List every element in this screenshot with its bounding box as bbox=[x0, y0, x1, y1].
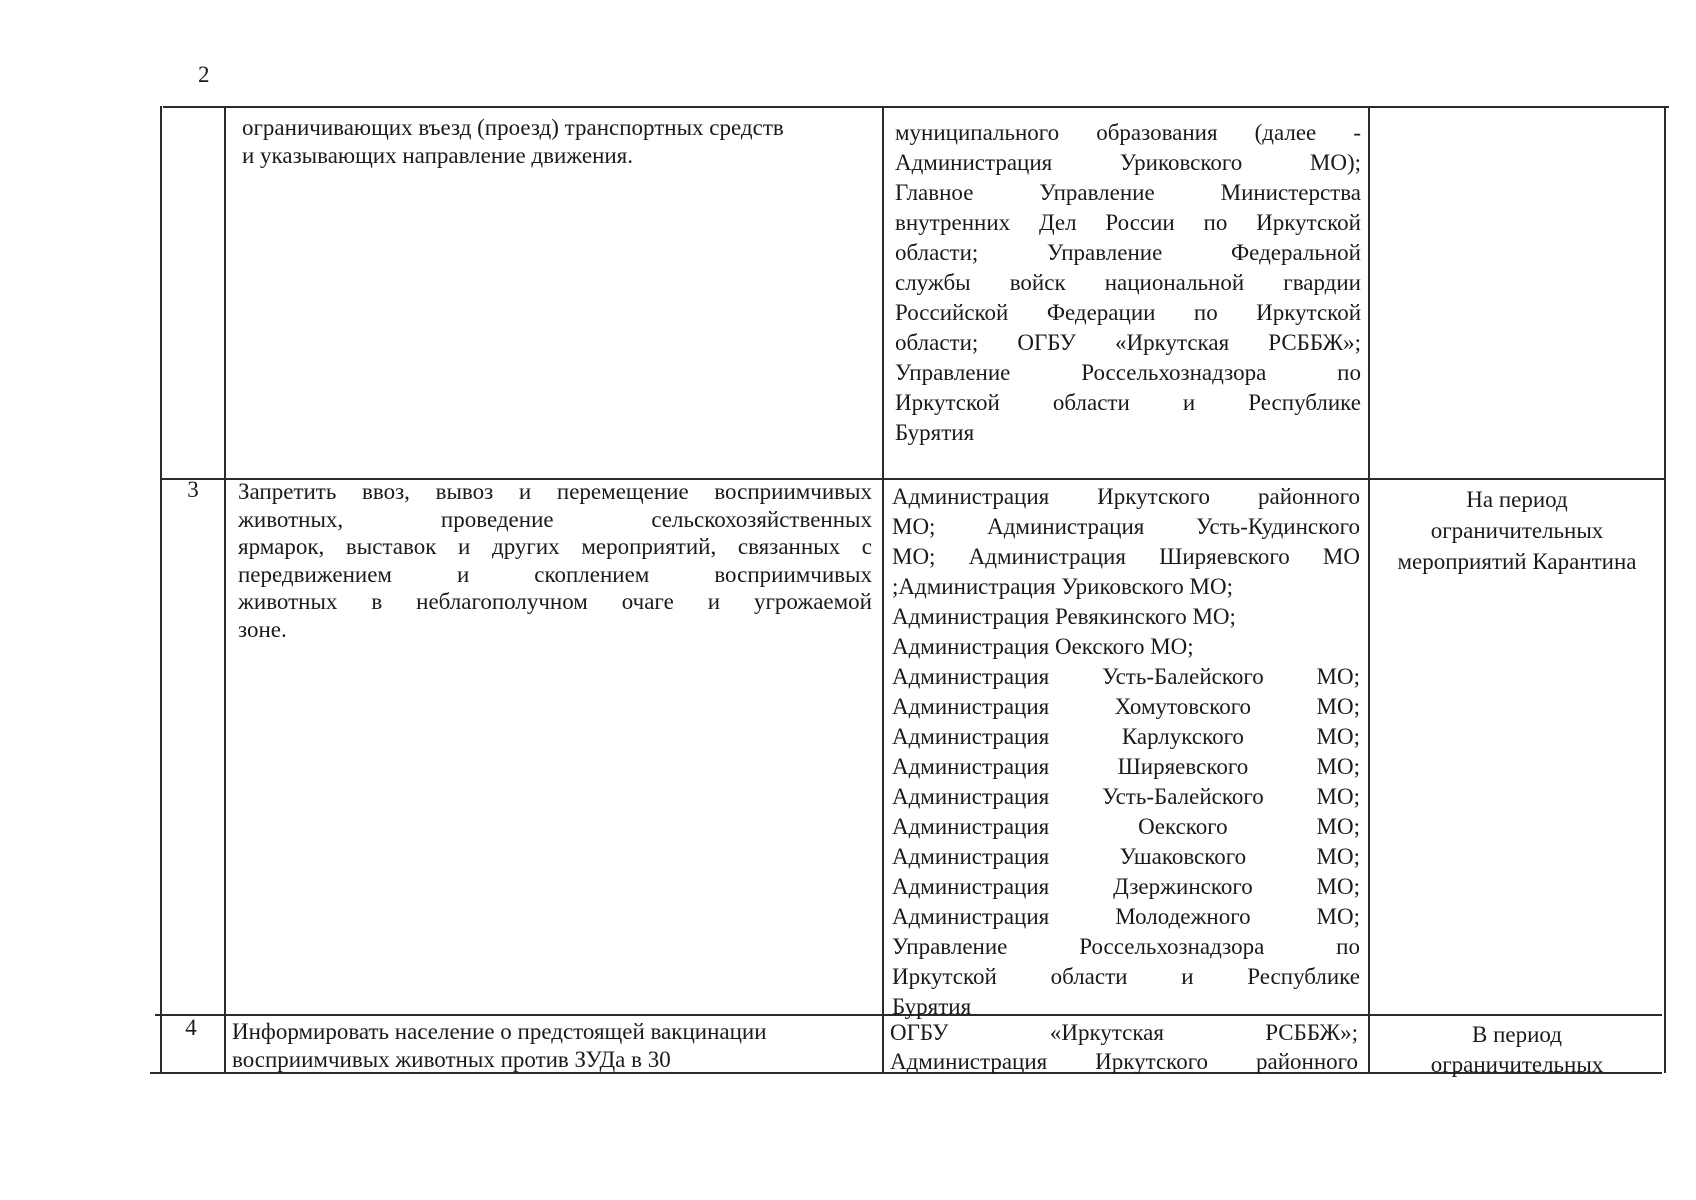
text-line: Администрация Усть-Балейского МО; bbox=[892, 664, 1360, 689]
text-line: ограничительных bbox=[1430, 518, 1604, 543]
text-line: Администрация Карлукского МО; bbox=[892, 724, 1360, 749]
action-cell bbox=[242, 114, 872, 169]
text-line: Администрация Оекского МО; bbox=[892, 814, 1360, 839]
text-line: ограничительных bbox=[1430, 1052, 1604, 1077]
text-line: Запретить ввоз, вывоз и перемещение восприимчивых bbox=[238, 479, 872, 504]
action-cell bbox=[238, 478, 872, 643]
text-line: Бурятия bbox=[895, 420, 975, 445]
text-line: ОГБУ «Иркутская РСББЖ»; bbox=[890, 1020, 1358, 1045]
column-divider bbox=[224, 106, 226, 1073]
text-line: Иркутской области и Республике bbox=[892, 964, 1360, 989]
text-line: Управление Россельхознадзора по bbox=[895, 360, 1361, 385]
text-line: Администрация Ревякинского МО; bbox=[892, 604, 1236, 629]
text-line: Бурятия bbox=[892, 994, 972, 1019]
text-line: передвижением и скоплением восприимчивых bbox=[238, 561, 872, 587]
text-line: МО; Администрация Усть-Кудинского bbox=[892, 514, 1360, 539]
text-line: Администрация Дзержинского МО; bbox=[892, 874, 1360, 899]
text-line: муниципального образования (далее - bbox=[895, 120, 1361, 145]
text-line: Администрация Иркутского районного bbox=[890, 1049, 1358, 1074]
text-line: области; ОГБУ «Иркутская РСББЖ»; bbox=[895, 330, 1361, 355]
responsible-cell bbox=[892, 482, 1360, 1022]
text-line: Администрация Хомутовского МО; bbox=[892, 694, 1360, 719]
text-line: Администрация Уриковского МО); bbox=[895, 150, 1361, 175]
text-line: Администрация Ушаковского МО; bbox=[892, 844, 1360, 869]
period-cell bbox=[1372, 484, 1662, 577]
text-line: внутренних Дел России по Иркутской bbox=[895, 210, 1361, 235]
text-line: МО; Администрация Ширяевского МО bbox=[892, 544, 1360, 569]
text-line: ограничивающих въезд (проезд) транспортных средств bbox=[242, 115, 784, 140]
row-number: 3 bbox=[187, 477, 199, 502]
column-divider bbox=[1368, 106, 1370, 1073]
text-line: Главное Управление Министерства bbox=[895, 180, 1361, 205]
text-line: Управление Россельхознадзора по bbox=[892, 934, 1360, 959]
table-right-border bbox=[1664, 106, 1666, 1073]
text-line: ;Администрация Уриковского МО; bbox=[892, 574, 1233, 599]
text-line: В период bbox=[1472, 1022, 1562, 1047]
text-line: и указывающих направление движения. bbox=[242, 142, 634, 168]
text-line: Администрация Усть-Балейского МО; bbox=[892, 784, 1360, 809]
table-top-border bbox=[163, 106, 1669, 108]
action-cell bbox=[232, 1018, 874, 1074]
text-line: Администрация Иркутского районного bbox=[892, 484, 1360, 509]
text-line: Администрация Ширяевского МО; bbox=[892, 754, 1360, 779]
column-divider bbox=[882, 106, 884, 1073]
text-line: Информировать население о предстоящей вакцинации bbox=[232, 1019, 767, 1044]
period-cell bbox=[1372, 1020, 1662, 1080]
text-line: животных в неблагополучном очаге и угрожаемой bbox=[238, 589, 872, 614]
text-line: Российской Федерации по Иркутской bbox=[895, 300, 1361, 325]
text-line: ярмарок, выставок и других мероприятий, связанных с bbox=[238, 534, 872, 559]
text-line: мероприятий Карантина bbox=[1397, 549, 1637, 574]
text-line: службы войск национальной гвардии bbox=[895, 270, 1361, 295]
responsible-cell bbox=[895, 118, 1361, 448]
text-line: Администрация Молодежного МО; bbox=[892, 904, 1360, 929]
row-number: 4 bbox=[185, 1015, 197, 1040]
text-line: животных, проведение сельскохозяйственных bbox=[238, 506, 872, 532]
text-line: области; Управление Федеральной bbox=[895, 240, 1361, 265]
page-number: 2 bbox=[198, 62, 210, 87]
text-line: Иркутской области и Республике bbox=[895, 390, 1361, 415]
responsible-cell bbox=[890, 1018, 1358, 1076]
text-line: Администрация Оекского МО; bbox=[892, 634, 1194, 659]
text-line: восприимчивых животных против ЗУДа в 30 bbox=[232, 1047, 671, 1072]
text-line: На период bbox=[1466, 487, 1568, 512]
table-left-border bbox=[160, 106, 162, 1073]
text-line: зоне. bbox=[238, 616, 287, 642]
